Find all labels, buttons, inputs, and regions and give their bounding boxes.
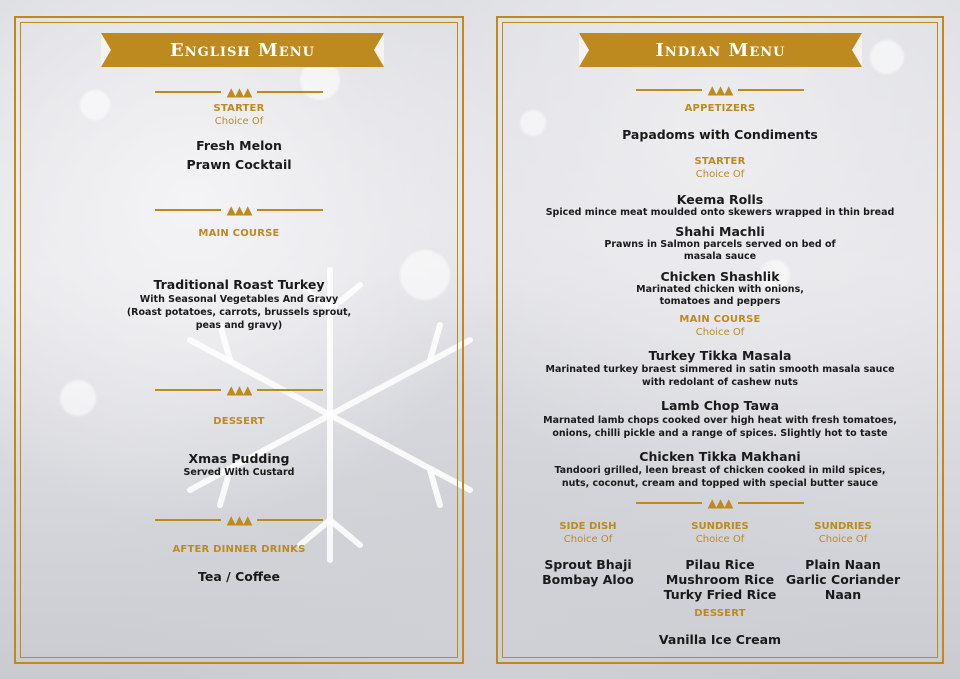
menu-item: Garlic Coriander [785,572,901,587]
item-description: with redolant of cashew nuts [641,377,799,388]
item-description: masala sauce [683,251,757,262]
section-heading: SUNDRIES [814,521,872,532]
english-menu-title: English Menu [101,33,384,67]
tree-icon: ▲▲▲ [707,496,733,510]
menu-item: Fresh Melon [196,138,282,153]
english-menu-panel [14,16,464,664]
item-description: Marinated turkey braest simmered in satin smooth masala sauce [545,364,895,375]
ornament-divider [498,80,942,100]
menu-item: Bombay Aloo [542,572,634,587]
sundries-column [783,521,903,602]
section-heading: DESSERT [694,608,746,619]
tree-icon: ▲▲▲ [226,383,252,397]
ornament-divider [16,82,462,102]
item-description: Prawns in Salmon parcels served on bed of [604,239,836,250]
section-heading: DESSERT [213,416,265,427]
choice-label: Choice Of [695,327,745,338]
section-heading: SIDE DISH [559,521,617,532]
item-description: onions, chilli pickle and a range of spices. Slightly hot to taste [552,428,888,439]
ornament-divider [498,493,942,513]
item-description: peas and gravy) [195,320,283,331]
choice-label: Choice Of [818,534,868,545]
menu-item: Shahi Machli [675,224,765,239]
menu-item: Plain Naan [805,557,881,572]
section-heading: STARTER [694,156,746,167]
choice-label: Choice Of [695,534,745,545]
menu-item: Naan [824,587,862,602]
section-heading: STARTER [213,103,265,114]
indian-menu-title: Indian Menu [579,33,862,67]
section-heading: MAIN COURSE [198,228,280,239]
item-description: Spiced mince meat moulded onto skewers wrapped in thin bread [545,207,895,218]
ornament-divider [16,380,462,400]
item-description: Served With Custard [183,467,295,478]
tree-icon: ▲▲▲ [226,513,252,527]
ornament-divider [16,200,462,220]
item-description: Marinated chicken with onions, [636,284,804,295]
menu-item: Xmas Pudding [188,451,290,466]
menu-item: Lamb Chop Tawa [660,398,780,413]
item-description: Tandoori grilled, leen breast of chicken cooked in mild spices, [554,465,886,476]
menu-item: Keema Rolls [676,192,764,207]
item-description: (Roast potatoes, carrots, brussels sprout, [126,307,352,318]
item-description: nuts, coconut, cream and topped with special butter sauce [561,478,879,489]
item-description: Marnated lamb chops cooked over high heat with fresh tomatoes, [543,415,897,426]
section-heading: AFTER DINNER DRINKS [172,544,306,555]
menu-item: Traditional Roast Turkey [153,277,325,292]
section-heading: SUNDRIES [691,521,749,532]
section-heading: MAIN COURSE [679,314,761,325]
indian-menu-panel [496,16,944,664]
choice-label: Choice Of [695,169,745,180]
menu-item: Mushroom Rice [665,572,775,587]
menu-item: Prawn Cocktail [186,157,292,172]
sundries-column [655,521,785,602]
menu-item: Sprout Bhaji [544,557,632,572]
tree-icon: ▲▲▲ [226,85,252,99]
ornament-divider [16,510,462,530]
menu-item: Turkey Tikka Masala [648,348,792,363]
item-description: With Seasonal Vegetables And Gravy [139,294,339,305]
menu-item: Chicken Shashlik [660,269,780,284]
menu-item: Pilau Rice [685,557,755,572]
tree-icon: ▲▲▲ [226,203,252,217]
menu-item: Chicken Tikka Makhani [639,449,801,464]
menu-item: Tea / Coffee [198,569,280,584]
choice-label: Choice Of [214,116,264,127]
choice-label: Choice Of [563,534,613,545]
item-description: tomatoes and peppers [659,296,781,307]
section-heading: APPETIZERS [684,103,756,114]
side-dish-column [538,521,638,587]
tree-icon: ▲▲▲ [707,83,733,97]
menu-item: Vanilla Ice Cream [658,632,782,647]
menu-item: Papadoms with Condiments [622,127,818,142]
menu-item: Turky Fried Rice [663,587,777,602]
